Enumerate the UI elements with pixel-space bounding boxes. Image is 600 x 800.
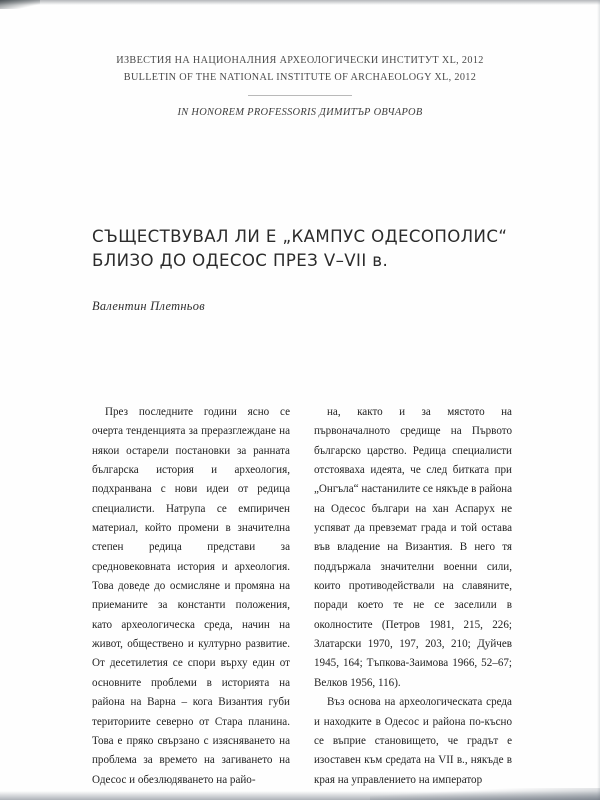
in-honorem-dedication: IN HONOREM PROFESSORIS ДИМИТЪР ОВЧАРОВ bbox=[177, 107, 423, 118]
article-author: Валентин Плетньов bbox=[92, 299, 205, 313]
paragraph: Въз основа на археологическата среда и находките в Одесос и района по-късно се въприе становището, че градът е изоставен към средата на VII в., някъде в края на управлението на император bbox=[314, 696, 512, 786]
paragraph: на, както и за мястото на първоначалното средище на Първото българско царство. Редица специалисти отстояваха идеята, че след битката при „Онгъла“ настанилите се някъде в района на Одесос българи на хан Аспарух не успяват да превземат града и той остава във владение на Византия. В него тя поддържала значителни военни сили, които противодействали на славяните, поради което те не се заселили в околностите (Петров 1981, 215, 226; Златарски 1970, 197, 203, 210; Дуйчев 1945, 164; Тъпкова-Заимова 1966, 52–67; Велков 1956, 116). bbox=[314, 406, 512, 689]
article-title-line-2: БЛИЗО ДО ОДЕСОС ПРЕЗ V–VII в. bbox=[92, 251, 389, 270]
body-column-right bbox=[314, 403, 512, 790]
article-title-line-1: СЪЩЕСТВУВАЛ ЛИ Е „КАМПУС ОДЕСОПОЛИС“ bbox=[92, 227, 508, 246]
header-divider-rule bbox=[248, 95, 352, 96]
body-column-left bbox=[92, 403, 290, 790]
article-title bbox=[92, 225, 522, 273]
body-text-columns bbox=[92, 403, 512, 790]
running-head-line-english: BULLETIN OF THE NATIONAL INSTITUTE OF ARCHAEOLOGY XL, 2012 bbox=[123, 72, 477, 83]
paragraph: През последните години ясно се очерта тенденцията за преразглеждане на някои остарели постановки за ранната българска история и археология, подхранвана с нови идеи от редица специалисти. Натрупа се емпиричен материал, който промени в значителна степен редица представи за средновековната история и археология. Това доведе до осмисляне и промяна на приеманите за константи положения, като археологическа среда, начин на живот, обществено и културно развитие. От десетилетия се спори върху един от основните проблеми в историята на района на Варна – кога Византия губи териториите северно от Стара планина. Това е пряко свързано с изясняването на проблема за времето на загиването на Одесос и обезлюдяването на райо- bbox=[92, 406, 290, 786]
running-head-line-cyrillic: ИЗВЕСТИЯ НА НАЦИОНАЛНИЯ АРХЕОЛОГИЧЕСКИ ИНСТИТУТ XL, 2012 bbox=[116, 55, 484, 66]
running-head bbox=[0, 52, 600, 86]
